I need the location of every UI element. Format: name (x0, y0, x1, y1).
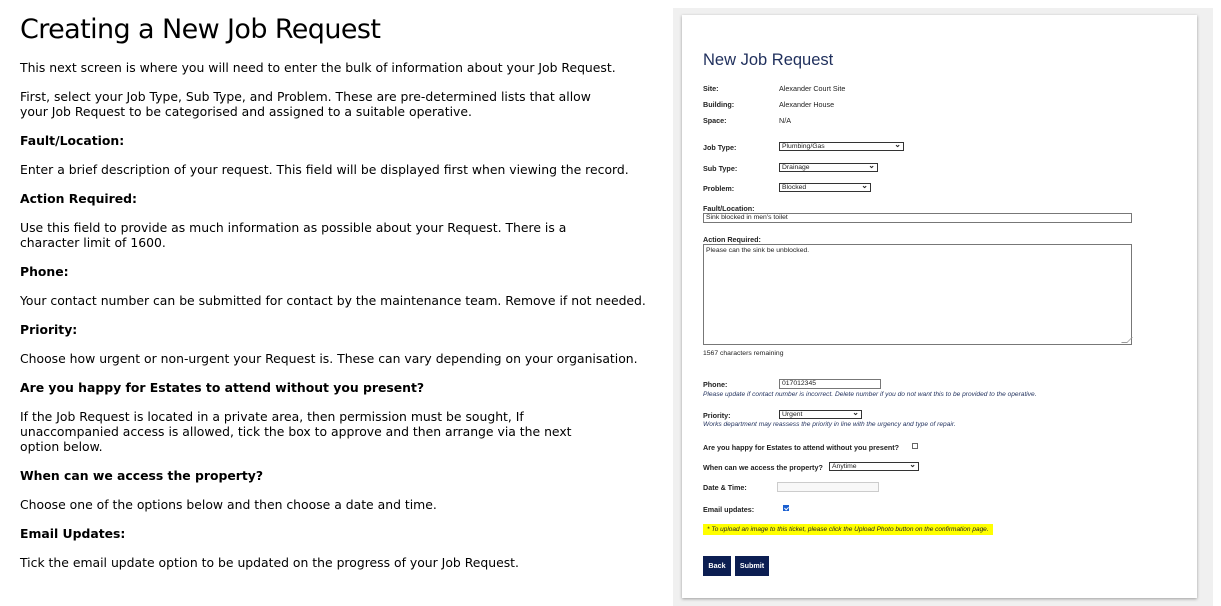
date-time-label: Date & Time: (703, 483, 747, 492)
attend-label: Are you happy for Estates to attend without you present? (703, 443, 900, 452)
chevron-down-icon: ⌄ (894, 142, 901, 149)
site-value: Alexander Court Site (779, 84, 846, 93)
problem-select[interactable] (779, 183, 871, 192)
job-type-label: Job Type: (703, 143, 737, 152)
section-text: Choose one of the options below and then choose a date and time. (20, 497, 437, 512)
action-required-textarea[interactable] (703, 244, 1132, 345)
email-updates-checkbox[interactable] (783, 505, 789, 511)
chevron-down-icon: ⌄ (868, 163, 875, 170)
instructions (20, 14, 660, 584)
site-label: Site: (703, 84, 719, 93)
phone-hint: Please update if contact number is incorrect. Delete number if you do not want this to be provided to the operative. (703, 391, 1037, 398)
chevron-down-icon: ⌄ (861, 183, 868, 190)
date-time-input[interactable] (777, 482, 879, 492)
email-updates-label: Email updates: (703, 505, 755, 514)
section-heading: Action Required: (20, 191, 137, 206)
form-title: New Job Request (703, 51, 834, 69)
action-required-label: Action Required: (703, 235, 761, 244)
select-text: First, select your Job Type, Sub Type, and Problem. These are pre-determined lists that allow your Job Request to be categorised and assigned to a suitable operative. (20, 89, 591, 119)
section-heading: Email Updates: (20, 526, 126, 541)
section-text: Enter a brief description of your request. This field will be displayed first when viewing the record. (20, 162, 629, 177)
priority-label: Priority: (703, 411, 731, 420)
section-heading: Phone: (20, 264, 69, 279)
back-button[interactable]: Back (703, 556, 731, 576)
space-label: Space: (703, 116, 727, 125)
priority-select[interactable] (779, 410, 862, 419)
section-heading: Priority: (20, 322, 78, 337)
fault-location-input[interactable]: Sink blocked in men's toilet (703, 213, 1132, 223)
section-text: Your contact number can be submitted for contact by the maintenance team. Remove if not needed. (20, 293, 646, 308)
job-type-select[interactable] (779, 142, 904, 151)
section-text: If the Job Request is located in a private area, then permission must be sought, If unaccompanied access is allowed, tick the box to approve and then arrange via the next option below. (20, 409, 572, 454)
page-title: Creating a New Job Request (20, 14, 381, 45)
priority-value: Urgent (782, 411, 803, 418)
chevron-down-icon: ⌄ (909, 462, 916, 469)
access-label: When can we access the property? (703, 463, 823, 472)
sub-type-label: Sub Type: (703, 164, 738, 173)
section-text: Tick the email update option to be updated on the progress of your Job Request. (20, 555, 519, 570)
sub-type-select[interactable] (779, 163, 878, 172)
access-value: Anytime (832, 463, 857, 470)
fault-location-label: Fault/Location: (703, 204, 755, 213)
space-value: N/A (779, 116, 791, 125)
chars-remaining: 1567 characters remaining (703, 350, 784, 357)
section-heading: Fault/Location: (20, 133, 125, 148)
action-required-value: Please can the sink be unblocked. (706, 247, 810, 254)
attend-checkbox[interactable] (912, 443, 918, 449)
priority-hint: Works department may reassess the priority in line with the urgency and type of repair. (703, 421, 956, 428)
upload-notice: * To upload an image to this ticket, please click the Upload Photo button on the confirmation page. (703, 524, 993, 535)
chevron-down-icon: ⌄ (852, 410, 859, 417)
section-heading: Are you happy for Estates to attend without you present? (20, 380, 425, 395)
resize-grip-icon[interactable] (1121, 337, 1133, 343)
intro-text: This next screen is where you will need to enter the bulk of information about your Job Request. (20, 60, 616, 75)
sub-type-value: Drainage (782, 164, 810, 171)
section-text: Use this field to provide as much information as possible about your Request. There is a character limit of 1600. (20, 220, 567, 250)
access-select[interactable] (829, 462, 919, 471)
phone-label: Phone: (703, 380, 728, 389)
building-label: Building: (703, 100, 735, 109)
problem-value: Blocked (782, 184, 807, 191)
job-request-form (682, 15, 1197, 598)
phone-input[interactable]: 017012345 (779, 379, 881, 389)
section-text: Choose how urgent or non-urgent your Request is. These can vary depending on your organisation. (20, 351, 638, 366)
submit-button[interactable]: Submit (735, 556, 769, 576)
section-heading: When can we access the property? (20, 468, 264, 483)
problem-label: Problem: (703, 184, 735, 193)
job-type-value: Plumbing/Gas (782, 143, 825, 150)
building-value: Alexander House (779, 100, 835, 109)
